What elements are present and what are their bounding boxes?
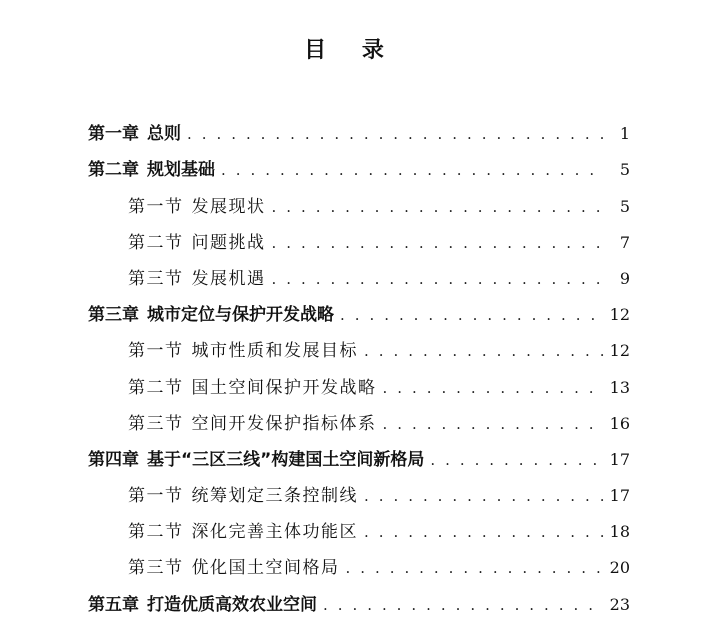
toc-entry-title: 基于“三区三线”构建国土空间新格局	[147, 449, 425, 470]
table-of-contents	[88, 116, 630, 623]
toc-entry-number: 第二节	[128, 522, 184, 543]
toc-entry-page: 1	[619, 124, 630, 144]
toc-entry-page: 20	[609, 558, 630, 578]
toc-entry-title: 深化完善主体功能区	[191, 522, 358, 543]
dot-leader	[346, 550, 604, 586]
toc-entry-page: 17	[609, 449, 630, 469]
toc-entry-title: 总则	[147, 124, 181, 145]
dot-leader	[272, 225, 605, 261]
toc-entry-section-3-1[interactable]	[88, 333, 630, 369]
toc-entry-chapter-1[interactable]	[88, 116, 630, 152]
toc-entry-title: 规划基础	[147, 160, 215, 181]
dot-leader	[187, 116, 604, 152]
toc-entry-label	[128, 333, 358, 369]
toc-entry-label	[128, 478, 358, 514]
toc-entry-title: 国土空间保护开发战略	[191, 377, 377, 398]
toc-entry-label	[128, 406, 377, 442]
toc-entry-section-2-2[interactable]	[88, 225, 630, 261]
toc-entry-label	[88, 116, 181, 152]
toc-entry-section-4-2[interactable]	[88, 514, 630, 550]
toc-entry-section-3-3[interactable]	[88, 406, 630, 442]
toc-entry-title: 空间开发保护指标体系	[191, 413, 377, 434]
dot-leader	[364, 514, 604, 550]
dot-leader	[364, 333, 604, 369]
toc-entry-page: 12	[609, 341, 630, 361]
toc-entry-label	[128, 370, 377, 406]
toc-entry-number: 第五章	[88, 594, 139, 615]
toc-entry-number: 第一节	[128, 486, 184, 507]
dot-leader	[383, 406, 604, 442]
toc-entry-title: 发展机遇	[191, 268, 266, 289]
dot-leader	[272, 189, 605, 225]
toc-entry-section-2-3[interactable]	[88, 261, 630, 297]
toc-entry-label	[88, 587, 317, 623]
toc-entry-title: 城市定位与保护开发战略	[147, 305, 334, 326]
toc-entry-page: 9	[619, 268, 630, 288]
toc-entry-section-2-1[interactable]	[88, 188, 630, 224]
toc-entry-title: 问题挑战	[191, 232, 266, 253]
toc-entry-title: 打造优质高效农业空间	[147, 594, 317, 615]
toc-entry-title: 统筹划定三条控制线	[191, 486, 358, 507]
toc-entry-chapter-3[interactable]	[88, 297, 630, 333]
toc-entry-page: 7	[619, 232, 630, 252]
toc-entry-section-3-2[interactable]	[88, 369, 630, 405]
toc-entry-label	[88, 442, 424, 478]
toc-entry-number: 第三节	[128, 558, 184, 579]
toc-entry-number: 第一章	[88, 124, 139, 145]
toc-entry-number: 第二节	[128, 377, 184, 398]
page-title: 目 录	[304, 38, 398, 63]
dot-leader	[272, 261, 605, 297]
toc-entry-number: 第四章	[88, 449, 139, 470]
dot-leader	[364, 478, 604, 514]
toc-entry-section-4-1[interactable]	[88, 478, 630, 514]
toc-entry-label	[128, 514, 358, 550]
toc-entry-page: 18	[609, 522, 630, 542]
toc-entry-title: 发展现状	[191, 196, 266, 217]
toc-entry-label	[128, 550, 340, 586]
toc-entry-chapter-2[interactable]	[88, 152, 630, 188]
toc-entry-label	[128, 225, 266, 261]
dot-leader	[383, 370, 604, 406]
toc-entry-number: 第二节	[128, 232, 184, 253]
toc-entry-page: 23	[609, 594, 630, 614]
toc-entry-number: 第三节	[128, 413, 184, 434]
toc-entry-page: 16	[609, 413, 630, 433]
toc-entry-page: 5	[619, 196, 630, 216]
toc-entry-title: 城市性质和发展目标	[191, 341, 358, 362]
dot-leader	[430, 442, 603, 478]
toc-entry-number: 第一节	[128, 196, 184, 217]
dot-leader	[323, 587, 604, 623]
dot-leader	[340, 297, 604, 333]
toc-entry-number: 第二章	[88, 160, 139, 181]
toc-entry-label	[128, 189, 266, 225]
toc-entry-page: 17	[609, 486, 630, 506]
toc-entry-label	[128, 261, 266, 297]
toc-entry-chapter-5[interactable]	[88, 586, 630, 622]
toc-entry-label	[88, 152, 215, 188]
toc-entry-number: 第三章	[88, 305, 139, 326]
toc-entry-section-4-3[interactable]	[88, 550, 630, 586]
toc-entry-number: 第一节	[128, 341, 184, 362]
toc-entry-title: 优化国土空间格局	[191, 558, 340, 579]
toc-entry-page: 5	[619, 160, 630, 180]
dot-leader	[221, 152, 604, 188]
toc-entry-label	[88, 297, 334, 333]
toc-entry-page: 13	[609, 377, 630, 397]
toc-entry-page: 12	[609, 305, 630, 325]
toc-entry-chapter-4[interactable]	[88, 442, 630, 478]
toc-entry-number: 第三节	[128, 268, 184, 289]
